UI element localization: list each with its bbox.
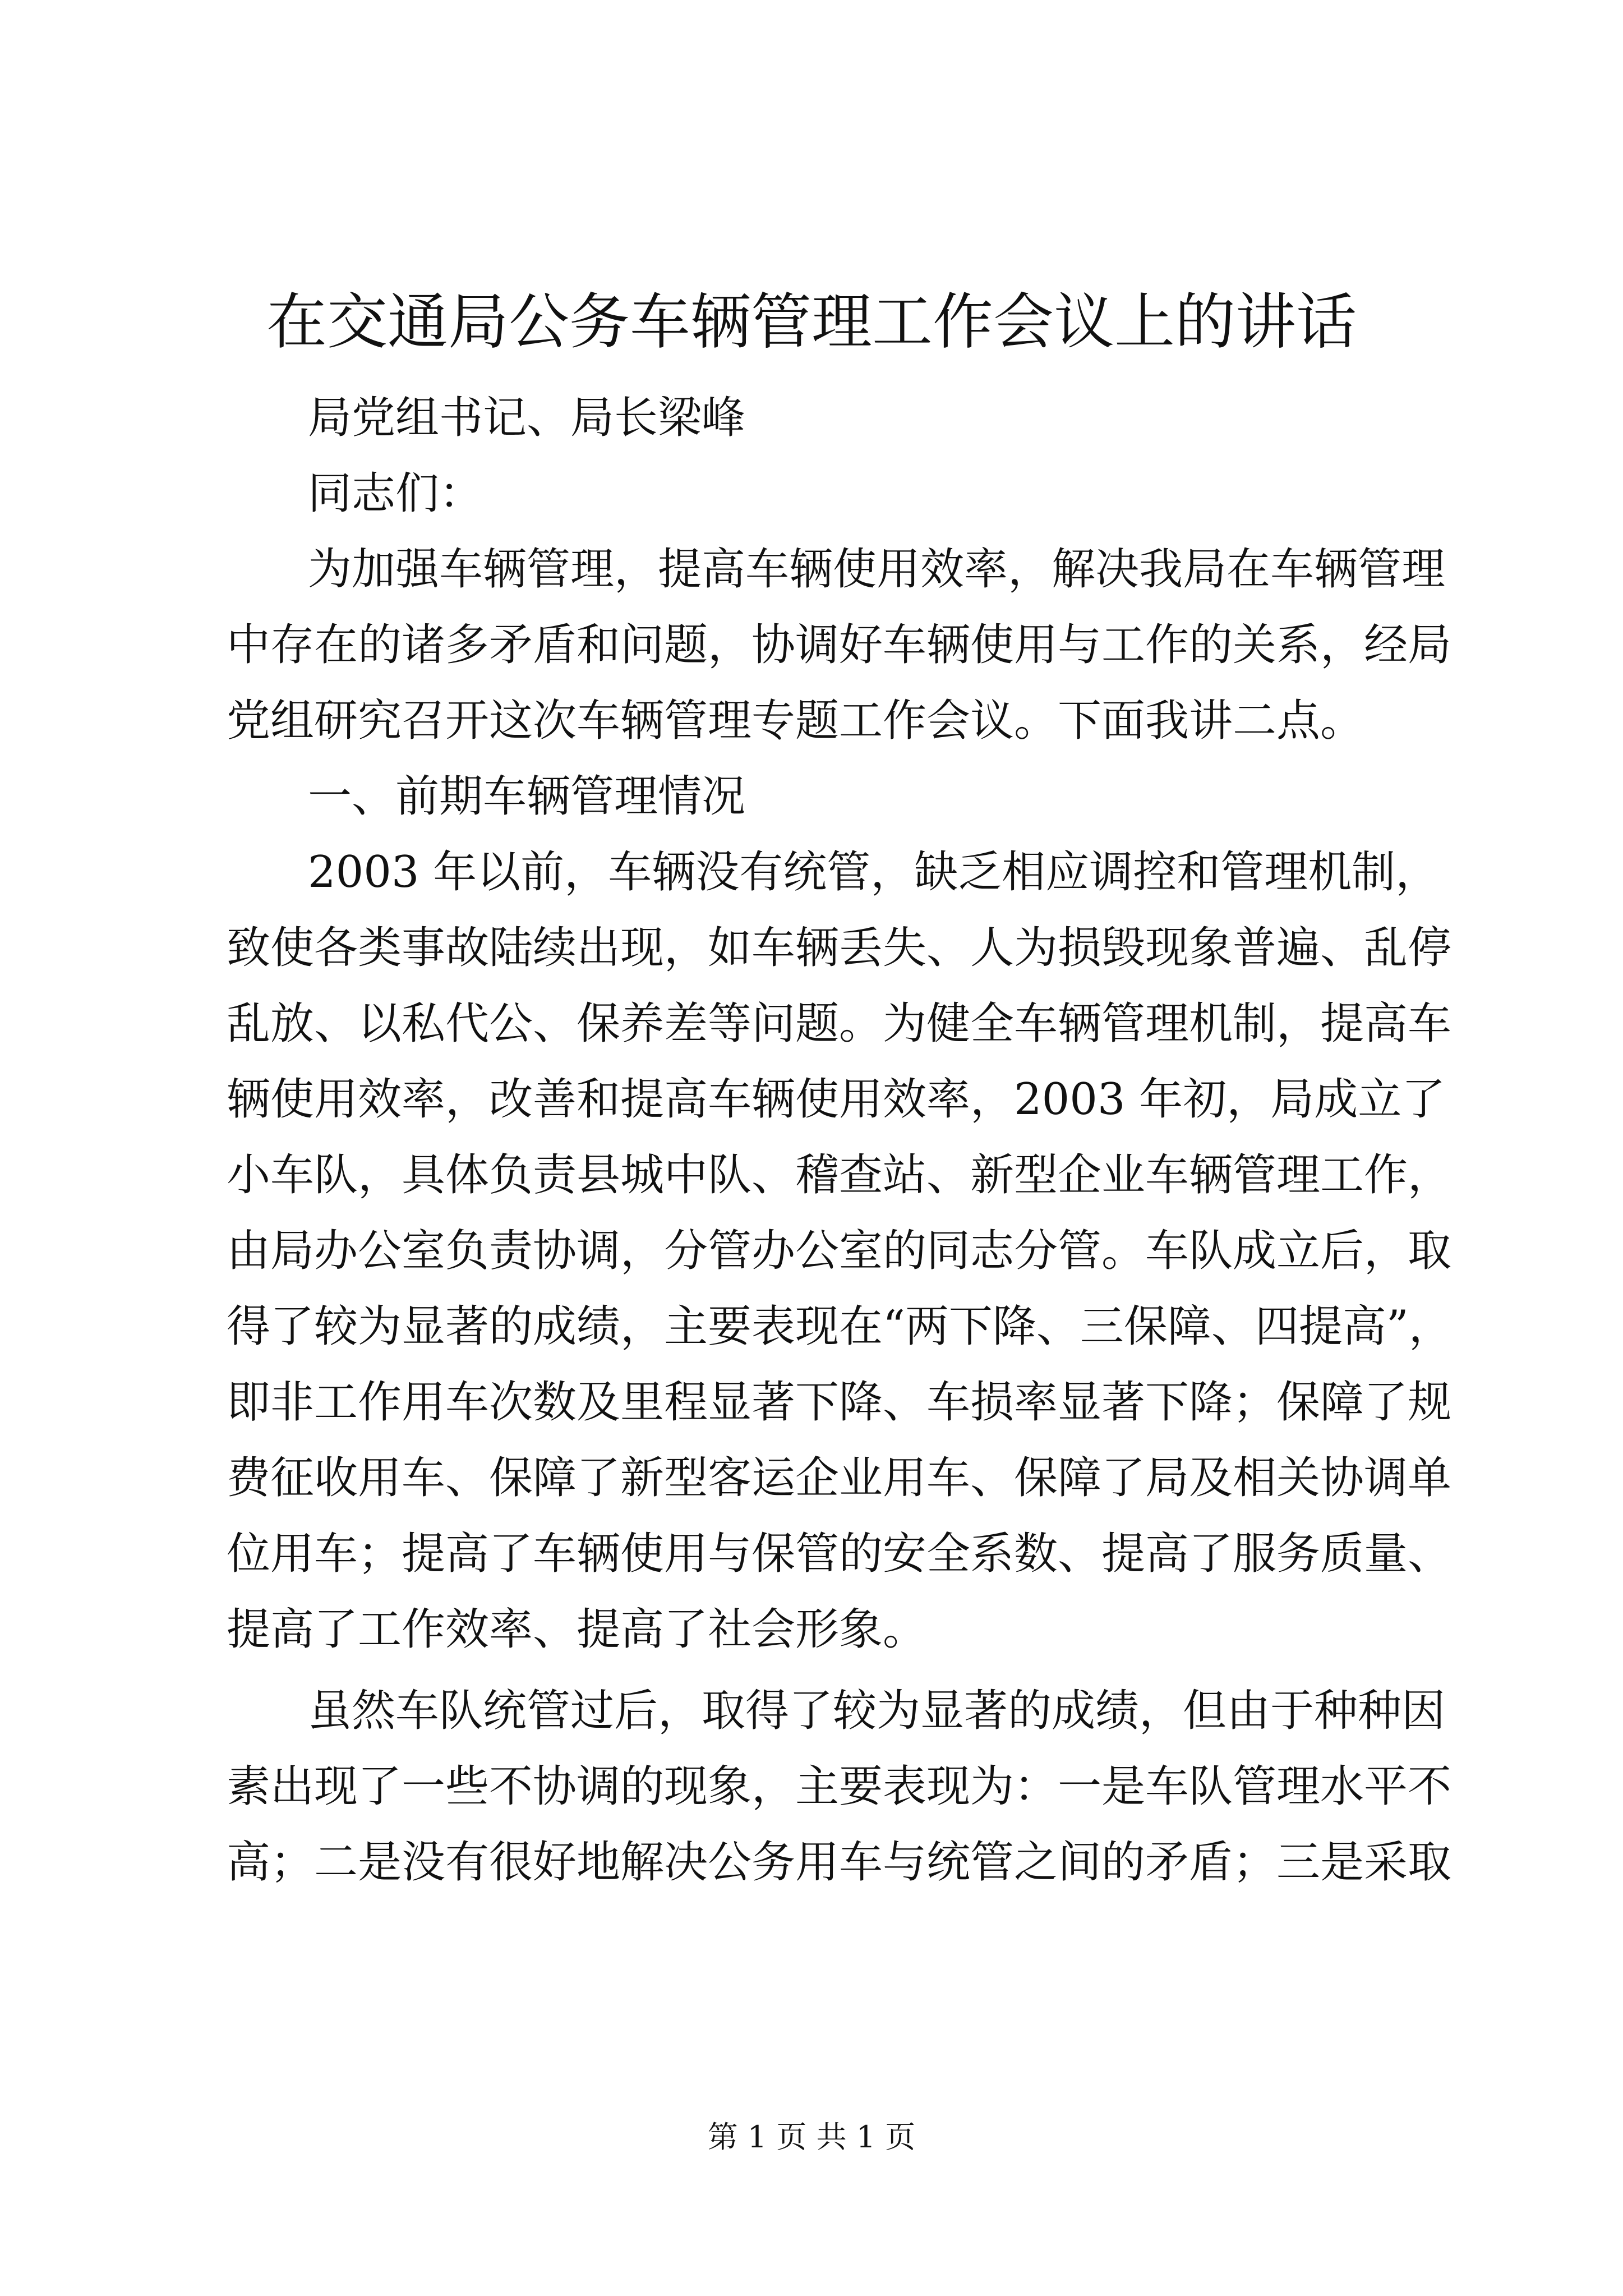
paragraph-line: 素出现了一些不协调的现象，主要表现为：一是车队管理水平不 (227, 1761, 1452, 1812)
paragraph-line: 费征收用车、保障了新型客运企业用车、保障了局及相关协调单 (227, 1453, 1452, 1503)
paragraph-line: 提高了工作效率、提高了社会形象。 (227, 1604, 927, 1655)
paragraph-line: 中存在的诸多矛盾和问题，协调好车辆使用与工作的关系，经局 (227, 620, 1452, 670)
paragraph-line: 乱放、以私代公、保养差等问题。为健全车辆管理机制，提高车 (227, 999, 1452, 1049)
paragraph-line: 即非工作用车次数及里程显著下降、车损率显著下降；保障了规 (227, 1377, 1452, 1428)
author-line: 局党组书记、局长梁峰 (308, 393, 746, 443)
paragraph-line: 党组研究召开这次车辆管理专题工作会议。下面我讲二点。 (227, 696, 1364, 746)
paragraph-line: 由局办公室负责协调，分管办公室的同志分管。车队成立后，取 (227, 1226, 1452, 1276)
paragraph-line: 致使各类事故陆续出现，如车辆丢失、人为损毁现象普遍、乱停 (227, 923, 1452, 973)
section-heading: 一、前期车辆管理情况 (308, 771, 746, 822)
paragraph-line: 为加强车辆管理，提高车辆使用效率，解决我局在车辆管理 (308, 544, 1446, 595)
salutation-line: 同志们： (308, 468, 483, 519)
paragraph-line: 得了较为显著的成绩，主要表现在“两下降、三保障、四提高”， (227, 1301, 1453, 1352)
paragraph-line: 高；二是没有很好地解决公务用车与统管之间的矛盾；三是采取 (227, 1837, 1452, 1888)
paragraph-line: 位用车；提高了车辆使用与保管的安全系数、提高了服务质量、 (227, 1529, 1452, 1579)
document-title: 在交通局公务车辆管理工作会议上的讲话 (266, 287, 1357, 357)
page-footer: 第 1 页 共 1 页 (707, 2119, 916, 2155)
paragraph-line: 小车队，具体负责县城中队、稽查站、新型企业车辆管理工作， (227, 1150, 1452, 1200)
paragraph-line: 2003 年以前，车辆没有统管，缺乏相应调控和管理机制， (308, 847, 1440, 898)
paragraph-line: 虽然车队统管过后，取得了较为显著的成绩，但由于种种因 (308, 1686, 1446, 1736)
paragraph-line: 辆使用效率，改善和提高车辆使用效率，2003 年初，局成立了 (227, 1074, 1446, 1125)
